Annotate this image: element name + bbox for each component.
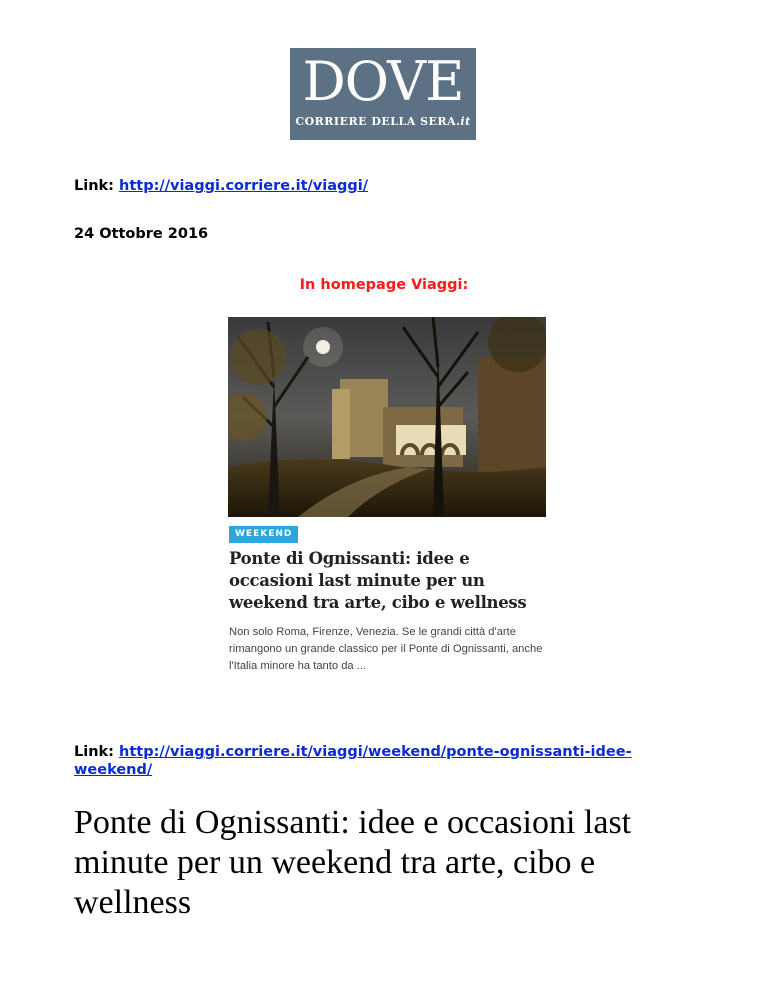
logo-wordmark: DOVE: [302, 50, 464, 113]
logo-subtitle: [290, 116, 476, 128]
dove-logo: [290, 48, 476, 140]
category-tag[interactable]: WEEKEND: [229, 526, 298, 543]
link-label: Link:: [74, 744, 114, 760]
card-abstract: Non solo Roma, Firenze, Venezia. Se le grandi città d'arte rimangono un grande classico per il Ponte di Ognissanti, anche l'Italia minore ha tanto da ...: [229, 626, 543, 672]
homepage-url-link[interactable]: http://viaggi.corriere.it/viaggi/: [119, 178, 369, 194]
article-card[interactable]: [211, 308, 555, 686]
article-url-link[interactable]: http://viaggi.corriere.it/viaggi/weekend/ponte-ognissanti-idee-weekend/: [74, 744, 632, 778]
article-photo[interactable]: [228, 317, 546, 517]
logo-subtitle-suffix: .it: [456, 115, 471, 128]
logo-subtitle-text: CORRIERE DELLA SERA: [295, 115, 457, 128]
article-link-line: [74, 743, 694, 779]
homepage-section-label: In homepage Viaggi:: [299, 277, 469, 293]
card-title[interactable]: Ponte di Ognissanti: idee e occasioni last minute per un weekend tra arte, cibo e wellness: [229, 549, 527, 612]
publication-date: 24 Ottobre 2016: [74, 226, 209, 242]
homepage-link-line: [74, 177, 368, 195]
castle-night-photo: [228, 317, 546, 517]
article-headline: Ponte di Ognissanti: idee e occasioni last minute per un weekend tra arte, cibo e wellness: [74, 804, 632, 921]
link-label: Link:: [74, 178, 114, 194]
